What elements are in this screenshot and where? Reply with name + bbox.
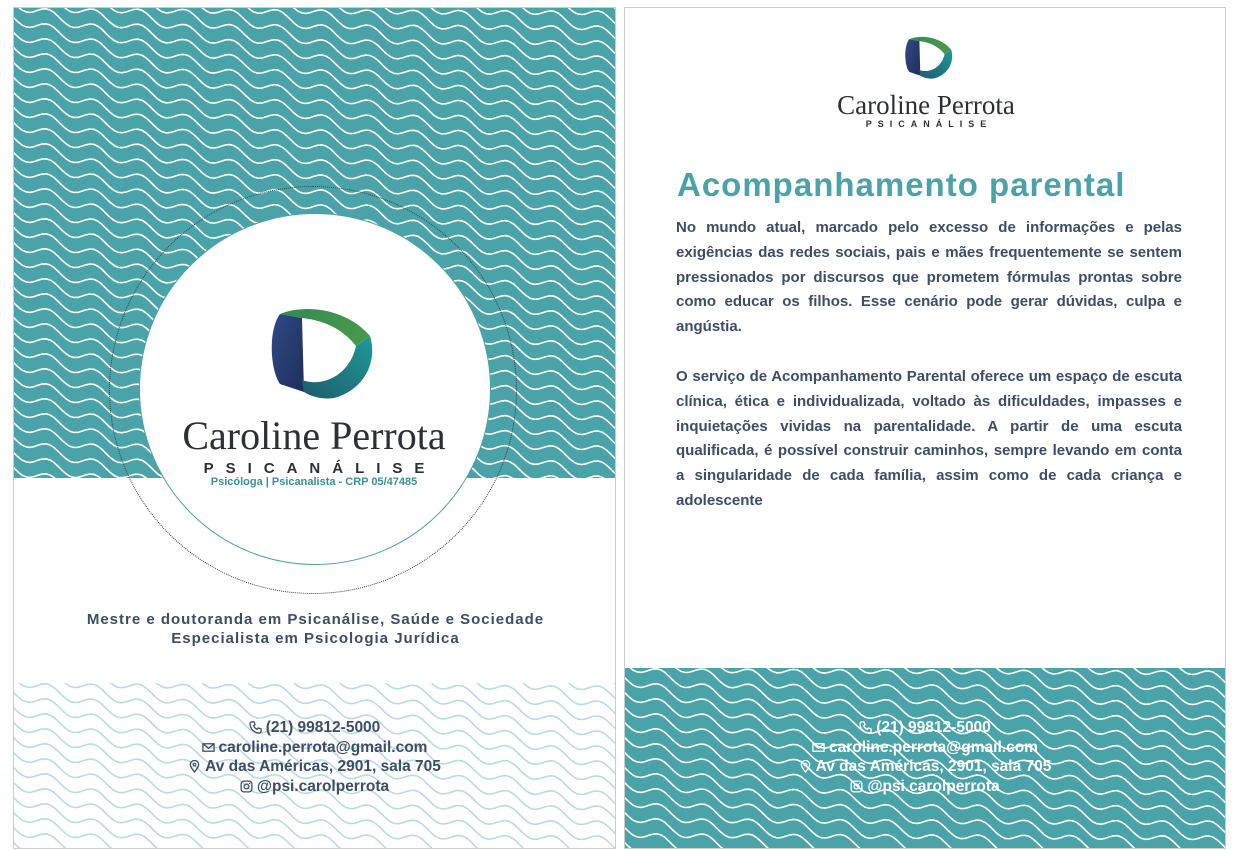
contact-email [625,738,1225,758]
phone-icon [249,721,262,734]
contact-email-text: caroline.perrota@gmail.com [829,738,1038,756]
brand-logo-icon [254,300,374,400]
section-heading: Acompanhamento parental [677,166,1126,203]
contact-address [14,757,615,777]
contact-address [625,757,1225,777]
contact-address-text: Av das Américas, 2901, sala 705 [205,758,441,775]
contact-instagram-text: @psi.carolperrota [867,777,1000,795]
mail-icon [812,741,825,754]
contact-phone-text: (21) 99812-5000 [265,719,381,736]
contact-phone-text: (21) 99812-5000 [876,719,991,736]
brand-subtitle: PSICANÁLISE [203,460,437,477]
mail-icon [202,741,215,754]
paragraph-1: No mundo atual, marcado pelo excesso de informações e pelas exigências das redes sociais, pais e mães frequentemente se sentem pressionados por discursos que prometem fórmulas prontas sobre como educar os filhos. Esse cenário pode gerar dúvidas, culpa e angústia. [676,219,1182,336]
location-pin-icon [799,760,812,773]
flyer-back [624,7,1226,849]
flyer-front [13,7,616,849]
instagram-icon [850,780,863,793]
brand-subtitle: PSICANÁLISE [865,119,993,129]
brand-name: Caroline Perrota [837,90,1015,120]
contact-phone [14,718,615,738]
contact-address-text: Av das Américas, 2901, sala 705 [815,758,1052,775]
contact-email [14,738,615,758]
phone-icon [859,721,872,734]
location-pin-icon [188,760,201,773]
instagram-icon [240,780,253,793]
tagline-line-2: Especialista em Psicologia Jurídica [171,630,460,647]
contact-instagram-text: @psi.carolperrota [256,777,390,795]
contact-block [625,718,1225,796]
contact-email-text: caroline.perrota@gmail.com [218,738,428,756]
wave-line [14,819,616,849]
contact-phone [625,718,1225,738]
brand-credential: Psicóloga | Psicanalista - CRP 05/47485 [210,476,418,488]
brand-name: Caroline Perrota [182,413,446,458]
contact-block [14,718,615,796]
brand-logo-icon [897,30,953,82]
contact-instagram [625,777,1225,797]
paragraph-2: O serviço de Acompanhamento Parental oferece um espaço de escuta clínica, ética e individualizada, voltado às dificuldades, impasses e inquietações vividas na parentalidade. A partir de uma escuta qualificada, é possível construir caminhos, sempre levando em conta a singularidade de cada família, assim como de cada criança e adolescente [676,368,1182,509]
contact-instagram [14,777,615,797]
tagline-line-1: Mestre e doutoranda em Psicanálise, Saúde e Sociedade [86,611,545,628]
